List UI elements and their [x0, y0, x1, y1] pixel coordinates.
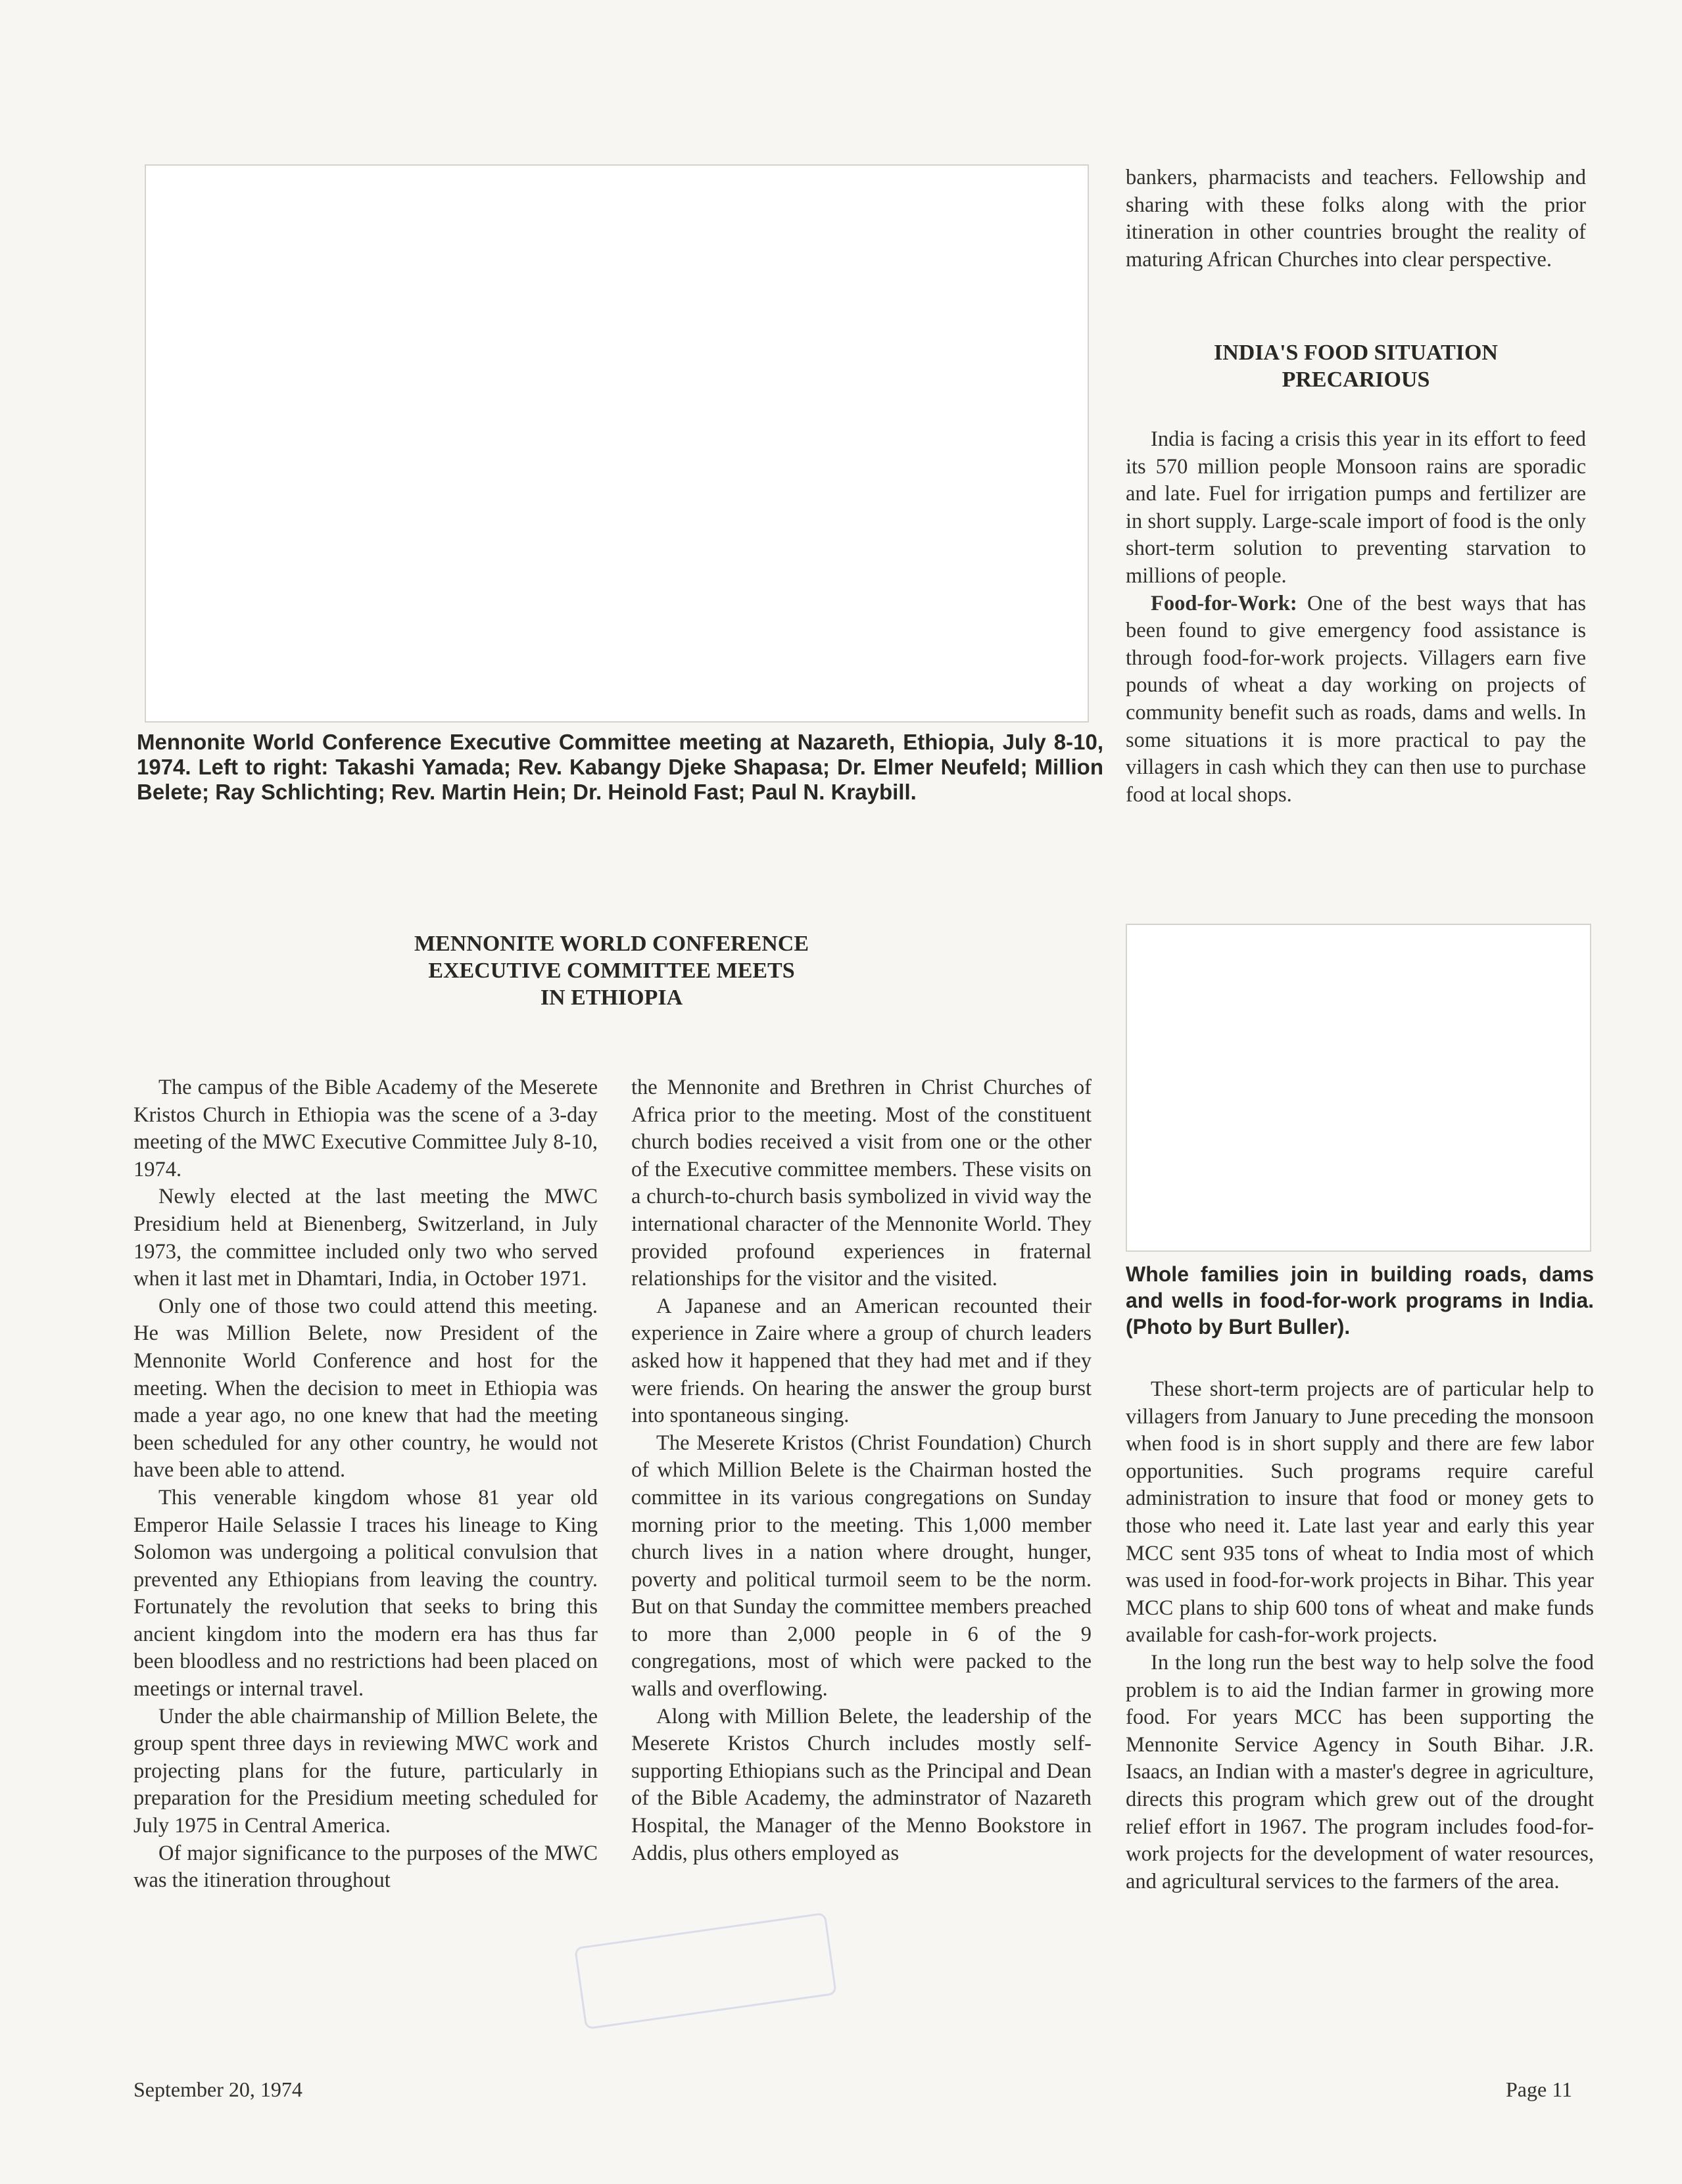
library-stamp-graphic [574, 1912, 837, 2030]
mwc-col1-paragraph-2: Newly elected at the last meeting the MWC Presidium held at Bienenberg, Switzerland, in July 1973, the committee included only two who served when it last met in Dhamtari, India, in October 1971. [133, 1185, 598, 1291]
right-top-text [1126, 164, 1586, 273]
committee-photo [145, 164, 1089, 723]
page-number: Page 11 [1506, 2077, 1573, 2101]
india-headline [1126, 339, 1586, 393]
mwc-headline-line3: IN ETHIOPIA [540, 985, 683, 1010]
food-for-work-text: One of the best ways that has been found to give emergency food assistance is through food-for-work projects. Villagers earn five pounds of wheat a day working on projects of community benefit such as roads, dams and wells. In some situations it is more practical to pay the villagers in cash which they can then use to purchase food at local shops. [1126, 591, 1586, 807]
mwc-col2-paragraph-4: Along with Million Belete, the leadership of the Meserete Kristos Church includes mostly self-supporting Ethiopians such as the Principal and Dean of the Bible Academy, the adminstrator of Nazareth Hospital, the Manager of the Menno Bookstore in Addis, plus others employed as [631, 1704, 1092, 1865]
mwc-column-2 [631, 1074, 1092, 1867]
mwc-col1-paragraph-1: The campus of the Bible Academy of the Meserete Kristos Church in Ethiopia was the scene of a 3-day meeting of the MWC Executive Committee July 8-10, 1974. [133, 1076, 598, 1181]
mwc-col2-paragraph-2: A Japanese and an American recounted their experience in Zaire where a group of church leaders asked how it happened that they had met and if they were friends. On hearing the answer the group burst into spontaneous singing. [631, 1294, 1092, 1428]
india-continued [1126, 1376, 1594, 1895]
mwc-col2-paragraph-3: The Meserete Kristos (Christ Foundation) Church of which Million Belete is the Chairman hosted the committee in its various congregations on Sunday morning prior to the meeting. This 1,000 member church lives in a nation where drought, hunger, poverty and political turmoil seem to be the norm. But on that Sunday the committee members preached to more than 2,000 people in 6 of the 9 congregations, most of which were packed to the walls and overflowing. [631, 1431, 1092, 1701]
india-paragraph-3: These short-term projects are of particular help to villagers from January to June preceding the monsoon when food is in short supply and there are few labor opportunities. Such programs require careful administration to insure that food or money gets to those who need it. Late last year and early this year MCC sent 935 tons of wheat to India most of which was used in food-for-work projects in Bihar. This year MCC plans to ship 600 tons of wheat and make funds available for cash-for-work projects. [1126, 1377, 1594, 1648]
mwc-col1-paragraph-4: This venerable kingdom whose 81 year old Emperor Haile Selassie I traces his lineage to King Solomon was undergoing a political convulsion that prevented any Ethiopians from leaving the country. Fortunately the revolution that seeks to bring this ancient kingdom into the modern era has thus far been bloodless and no restrictions had been placed on meetings or internal travel. [133, 1485, 598, 1701]
issue-date: September 20, 1974 [133, 2077, 302, 2101]
committee-photo-caption: Mennonite World Conference Executive Committee meeting at Nazareth, Ethiopia, July 8-10, 1974. Left to right: Takashi Yamada; Rev. Kabangy Djeke Shapasa; Dr. Elmer Neufeld; Million Belete; Ray Schlichting; Rev. Martin Hein; Dr. Heinold Fast; Paul N. Kraybill. [137, 730, 1103, 804]
india-headline-line1: INDIA'S FOOD SITUATION [1213, 341, 1498, 365]
india-paragraph-1: India is facing a crisis this year in its effort to feed its 570 million people Monsoon rains are sporadic and late. Fuel for irrigation pumps and fertilizer are in short supply. Large-scale import of food is the only short-term solution to preventing starvation to millions of people. [1126, 427, 1586, 588]
india-photo-caption: Whole families join in building roads, dams and wells in food-for-work programs in India. (Photo by Burt Buller). [1126, 1262, 1594, 1339]
mwc-col2-paragraph-1: the Mennonite and Brethren in Christ Churches of Africa prior to the meeting. Most of the constituent church bodies received a visit from one or the other of the Executive committee members. These visits on a church-to-church basis symbolized in vivid way the international character of the Mennonite World. They provided profound experiences in fraternal relationships for the visitor and the visited. [631, 1076, 1092, 1291]
india-intro [1126, 426, 1586, 809]
fellowship-paragraph: bankers, pharmacists and teachers. Fellowship and sharing with these folks along with the prior itineration in other countries brought the reality of maturing African Churches into clear perspective. [1126, 166, 1586, 272]
mwc-col1-paragraph-3: Only one of those two could attend this meeting. He was Million Belete, now President of the Mennonite World Conference and host for the meeting. When the decision to meet in Ethiopia was made a year ago, no one knew that had the meeting been scheduled for any other country, he would not have been able to attend. [133, 1294, 598, 1483]
mwc-col1-paragraph-6: Of major significance to the purposes of the MWC was the itineration throughout [133, 1841, 598, 1893]
india-headline-line2: PRECARIOUS [1282, 368, 1430, 392]
mwc-headline-line1: MENNONITE WORLD CONFERENCE [414, 932, 809, 956]
india-photo [1126, 924, 1591, 1252]
mwc-column-1 [133, 1074, 598, 1895]
mwc-headline-line2: EXECUTIVE COMMITTEE MEETS [428, 959, 795, 983]
mwc-headline [316, 930, 907, 1011]
food-for-work-paragraph [1126, 590, 1586, 809]
food-for-work-lead: Food-for-Work: [1151, 591, 1297, 615]
mwc-col1-paragraph-5: Under the able chairmanship of Million Belete, the group spent three days in reviewing MWC work and projecting plans for the future, particularly in preparation for the Presidium meeting scheduled for July 1975 in Central America. [133, 1704, 598, 1838]
india-paragraph-4: In the long run the best way to help solve the food problem is to aid the Indian farmer in growing more food. For years MCC has been supporting the Mennonite Service Agency in South Bihar. J.R. Isaacs, an Indian with a master's degree in agriculture, directs this program which grew out of the drought relief effort in 1967. The program includes food-for-work projects for the development of water resources, and agricultural services to the farmers of the area. [1126, 1650, 1594, 1893]
